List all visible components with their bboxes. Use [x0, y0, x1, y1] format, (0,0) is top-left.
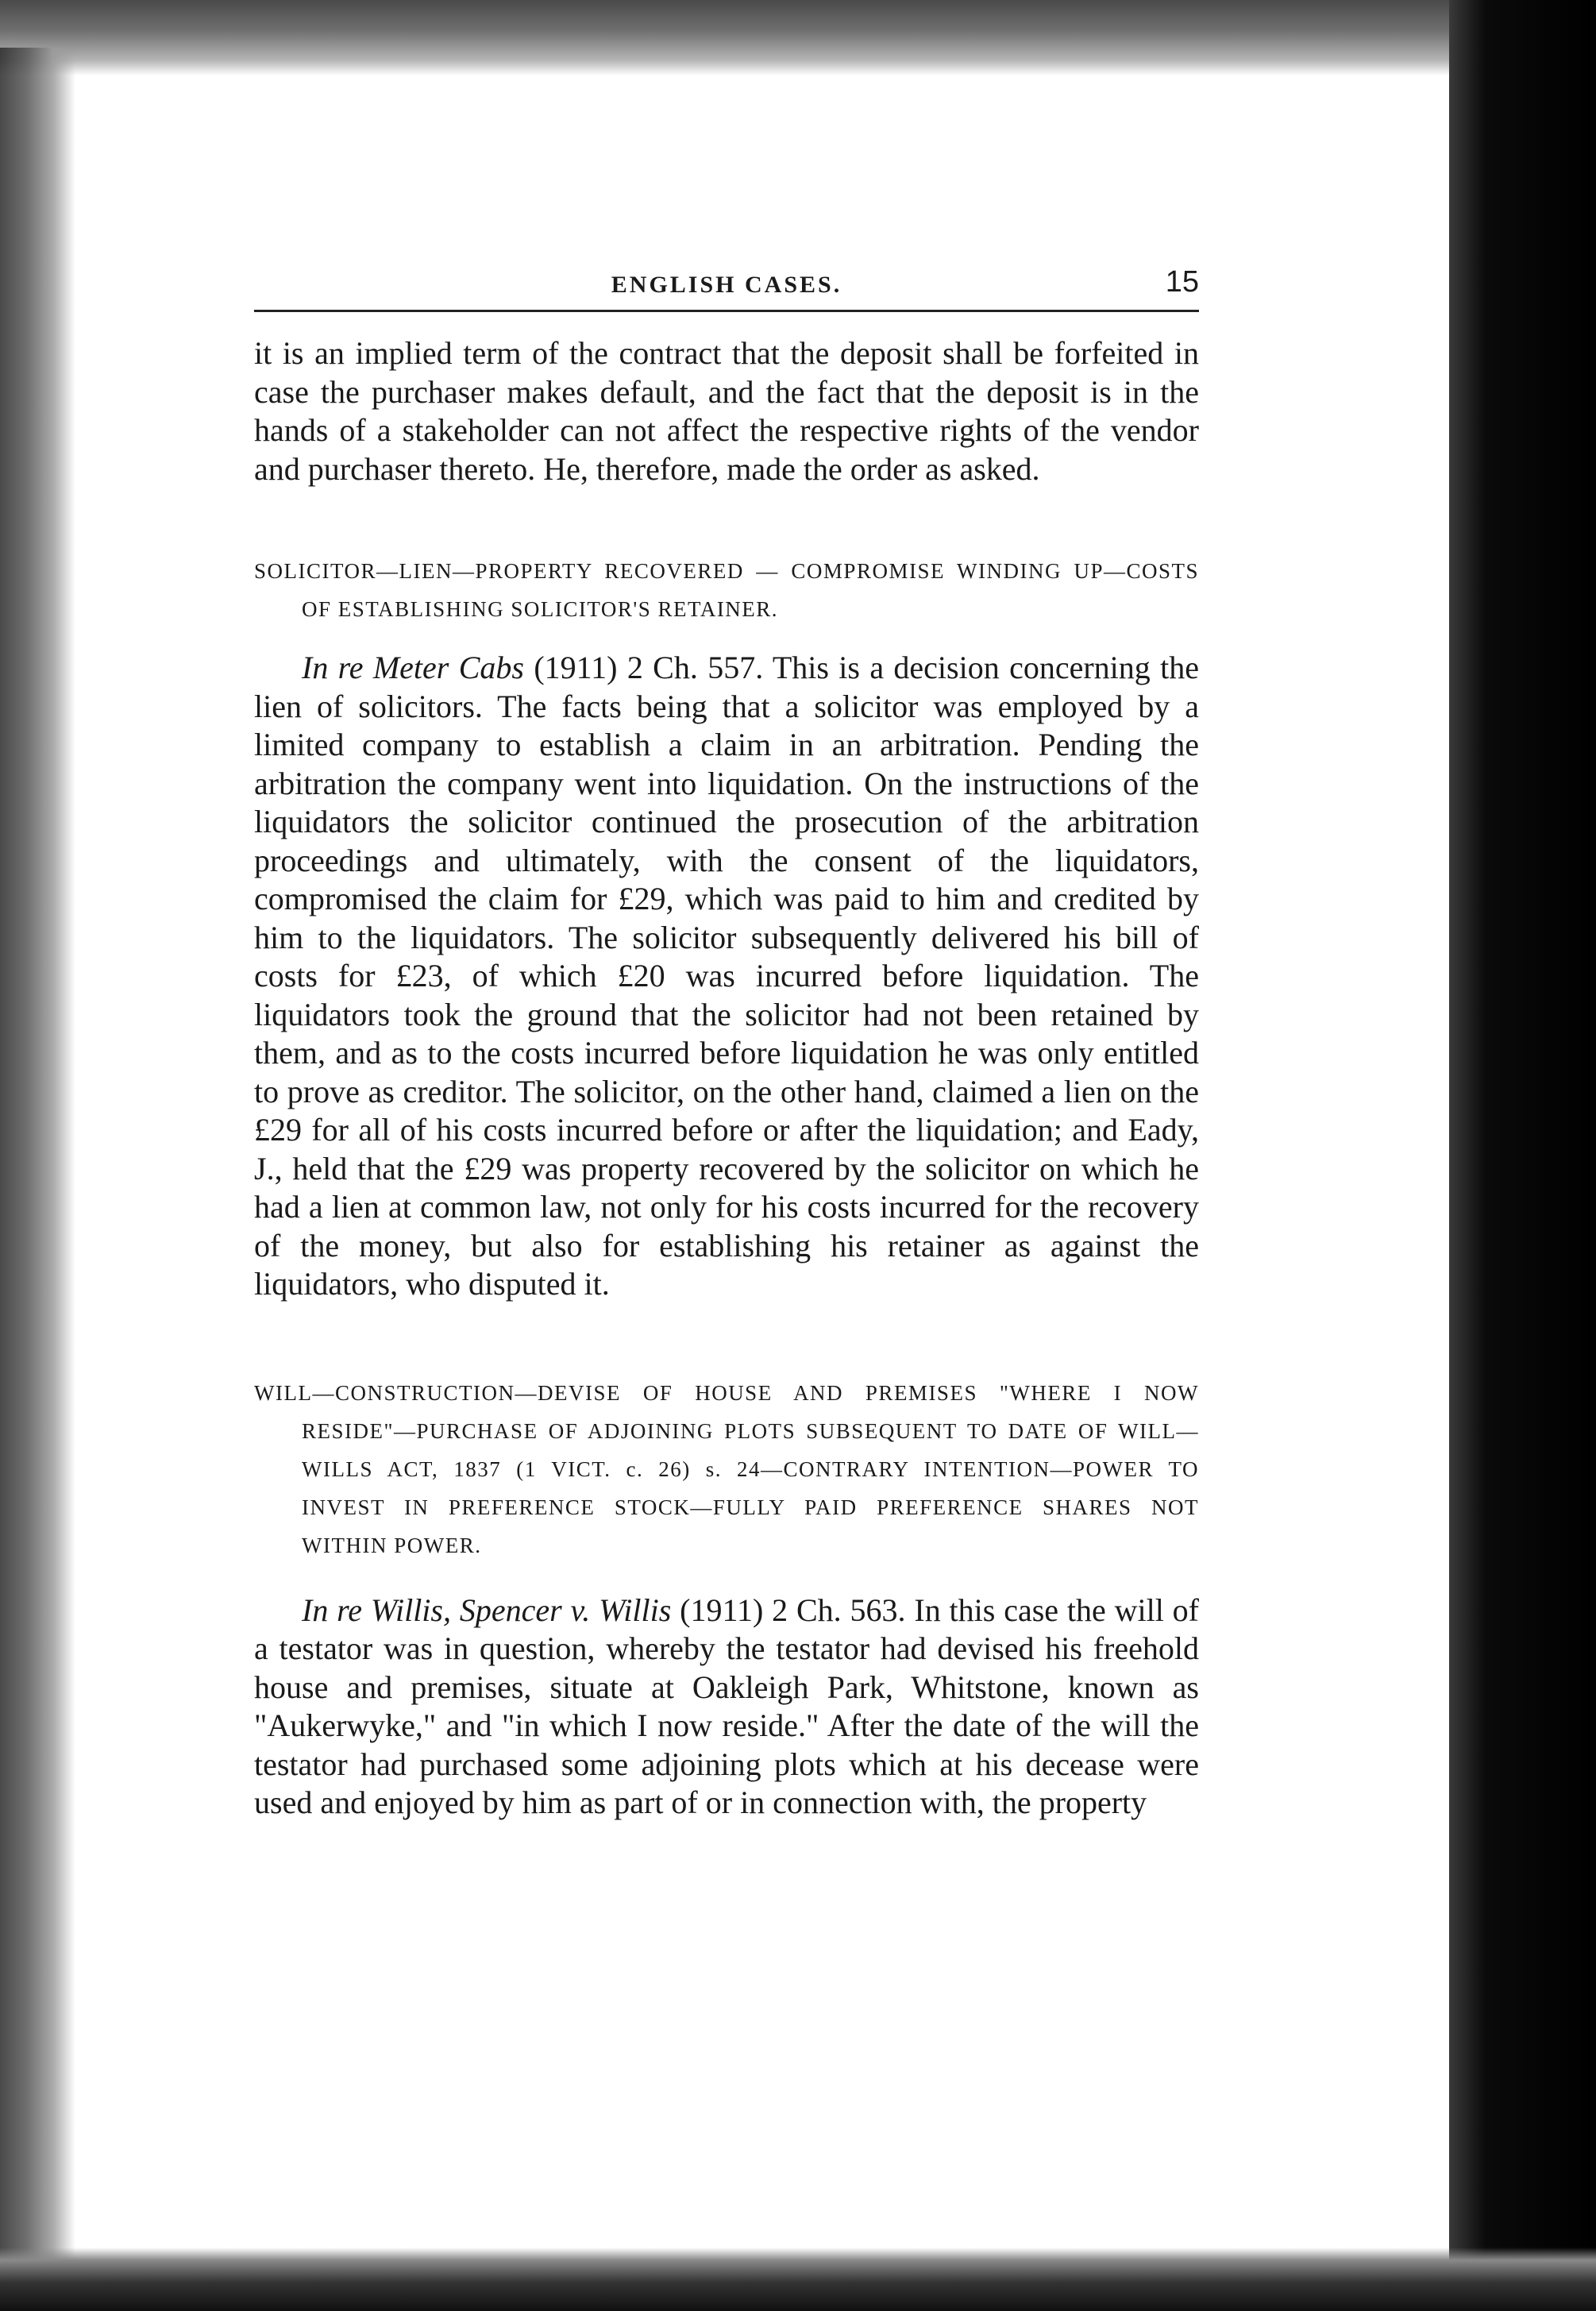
- case-paragraph-meter-cabs: [254, 649, 1199, 1304]
- page-number: 15: [1165, 265, 1199, 299]
- scan-edge-bottom: [0, 2247, 1596, 2311]
- case-name: In re Meter Cabs: [302, 650, 524, 685]
- scan-edge-right: [1449, 0, 1596, 2311]
- scan-edge-top: [0, 0, 1596, 75]
- case-body: (1911) 2 Ch. 557. This is a decision concerning the lien of solicitors. The facts being that a solicitor was employed by a limited company to establish a claim in an arbitration. Pending the arbitration the company went into liquidation. On the instructions of the liquidators the solicitor continued the prosecution of the arbitration proceedings and ultimately, with the consent of the liquidators, compromised the claim for £29, which was paid to him and credited by him to the liquidators. The solicitor subsequently delivered his bill of costs for £23, of which £20 was incurred before liquidation. The liquidators took the ground that the solicitor had not been retained by them, and as to the costs incurred before liquidation he was only entitled to prove as creditor. The solicitor, on the other hand, claimed a lien on the £29 for all of his costs incurred before or after the liquidation; and Eady, J., held that the £29 was property recovered by the solicitor on which he had a lien at common law, not only for his costs incurred for the recovery of the money, but also for establishing his retainer as against the liquidators, who disputed it.: [254, 650, 1199, 1302]
- intro-paragraph: it is an implied term of the contract that the deposit shall be forfeited in case the purchaser makes default, and the fact that the deposit is in the hands of a stakeholder can not affect the respective rights of the vendor and purchaser thereto. He, therefore, made the order as asked.: [254, 335, 1199, 487]
- case-body: (1911) 2 Ch. 563. In this case the will of a testator was in question, whereby the testator had devised his freehold house and premises, situate at Oakleigh Park, Whitstone, known as "Aukerwyke," and "in which I now reside." After the date of the will the testator had purchased some adjoining plots which at his decease were used and enjoyed by him as part of or in connection with, the property: [254, 1591, 1199, 1820]
- case-name: In re Willis, Spencer v. Willis: [302, 1591, 672, 1628]
- book-page: [254, 262, 1199, 1823]
- case-paragraph-willis: [254, 1591, 1199, 1823]
- scan-edge-left: [0, 48, 75, 2263]
- headnote-solicitor-lien: SOLICITOR—LIEN—PROPERTY RECOVERED — COMPROMISE WINDING UP—COSTS OF ESTABLISHING SOLICITOR'S RETAINER.: [254, 559, 1199, 621]
- running-title: ENGLISH CASES.: [611, 272, 842, 298]
- headnote-will-construction: WILL—CONSTRUCTION—DEVISE OF HOUSE AND PREMISES "WHERE I NOW RESIDE"—PURCHASE OF ADJOINING PLOTS SUBSEQUENT TO DATE OF WILL—WILLS ACT, 1837 (1 VICT. c. 26) s. 24—CONTRARY INTENTION—POWER TO INVEST IN PREFERENCE STOCK—FULLY PAID PREFERENCE SHARES NOT WITHIN POWER.: [254, 1380, 1199, 1557]
- running-head: [254, 262, 1199, 312]
